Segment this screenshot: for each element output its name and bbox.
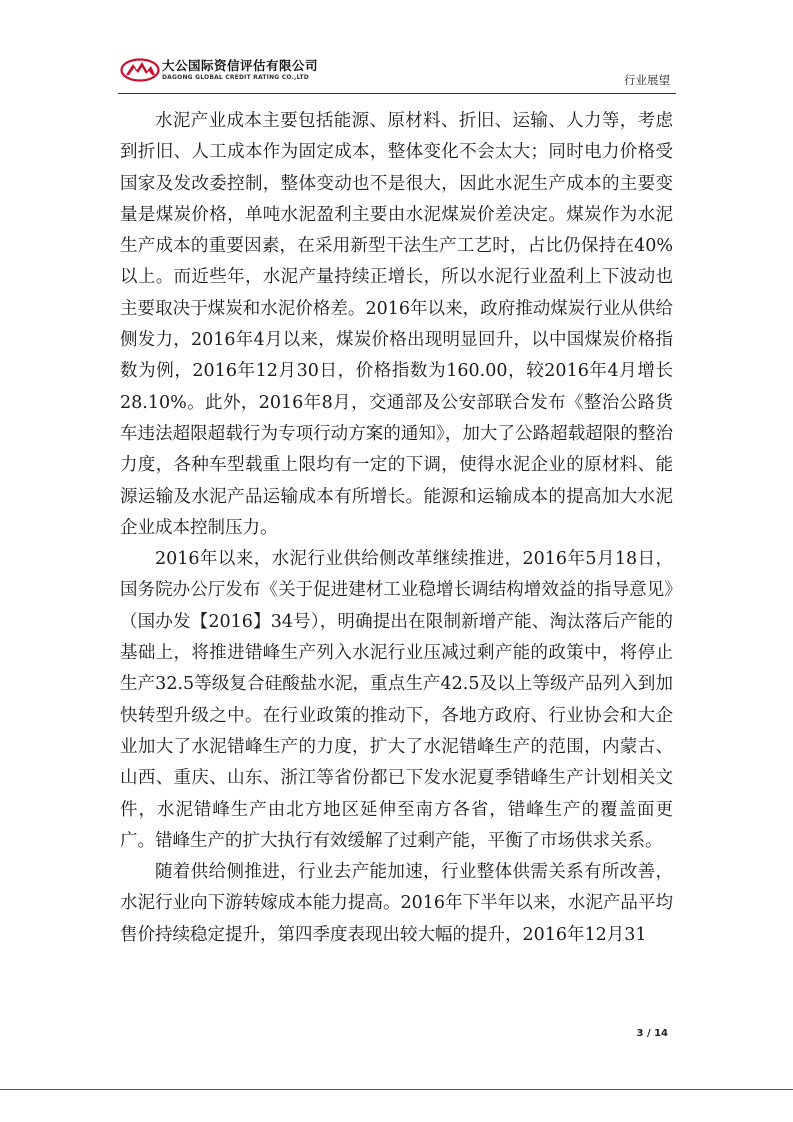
footer-divider	[0, 1089, 793, 1090]
section-label: 行业展望	[624, 73, 670, 87]
paragraph-supply-side-reform: 2016年以来，水泥行业供给侧改革继续推进，2016年5月18日，国务院办公厅发布《关于促进建材工业稳增长调结构增效益的指导意见》（国办发【2016】34号），明确提出在限制新增产能、淘汰落后产能的基础上，将推进错峰生产列入水泥行业压减过剩产能的政策中，将停止生产32.5等级复合硅酸盐水泥，重点生产42.5及以上等级产品列入到加快转型升级之中。在行业政策的推动下，各地方政府、行业协会和大企业加大了水泥错峰生产的力度，扩大了水泥错峰生产的范围，内蒙古、山西、重庆、山东、浙江等省份都已下发水泥夏季错峰生产计划相关文件，水泥错峰生产由北方地区延伸至南方各省，错峰生产的覆盖面更广。错峰生产的扩大执行有效缓解了过剩产能，平衡了市场供求关系。	[120, 549, 673, 851]
company-name-en: DAGONG GLOBAL CREDIT RATING CO.,LTD	[162, 74, 309, 81]
header-divider	[118, 93, 676, 94]
document-body	[120, 106, 673, 951]
company-name-cn: 大公国际资信评估有限公司	[162, 58, 319, 73]
paragraph-cost-structure: 水泥产业成本主要包括能源、原材料、折旧、运输、人力等，考虑到折旧、人工成本作为固定成本，整体变化不会太大；同时电力价格受国家及发改委控制，整体变动也不是很大，因此水泥生产成本的主要变量是煤炭价格，单吨水泥盈利主要由水泥煤炭价差决定。煤炭作为水泥生产成本的重要因素，在采用新型干法生产工艺时，占比仍保持在40%以上。而近些年，水泥产量持续正增长，所以水泥行业盈利上下波动也主要取决于煤炭和水泥价格差。2016年以来，政府推动煤炭行业从供给侧发力，2016年4月以来，煤炭价格出现明显回升，以中国煤炭价格指数为例，2016年12月30日，价格指数为160.00，较2016年4月增长28.10%。此外，2016年8月，交通部及公安部联合发布《整治公路货车违法超限超载行为专项行动方案的通知》，加大了公路超载超限的整治力度，各种车型载重上限均有一定的下调，使得水泥企业的原材料、能源运输及水泥产品运输成本有所增长。能源和运输成本的提高加大水泥企业成本控制压力。	[120, 111, 673, 538]
page-number: 3 / 14	[636, 1028, 668, 1039]
page-header	[118, 52, 676, 94]
paragraph-pricing: 随着供给侧推进，行业去产能加速，行业整体供需关系有所改善，水泥行业向下游转嫁成本能力提高。2016年下半年以来，水泥产品平均售价持续稳定提升，第四季度表现出较大幅的提升，2016年12月31	[120, 862, 673, 945]
dagong-logo-icon	[120, 58, 160, 82]
